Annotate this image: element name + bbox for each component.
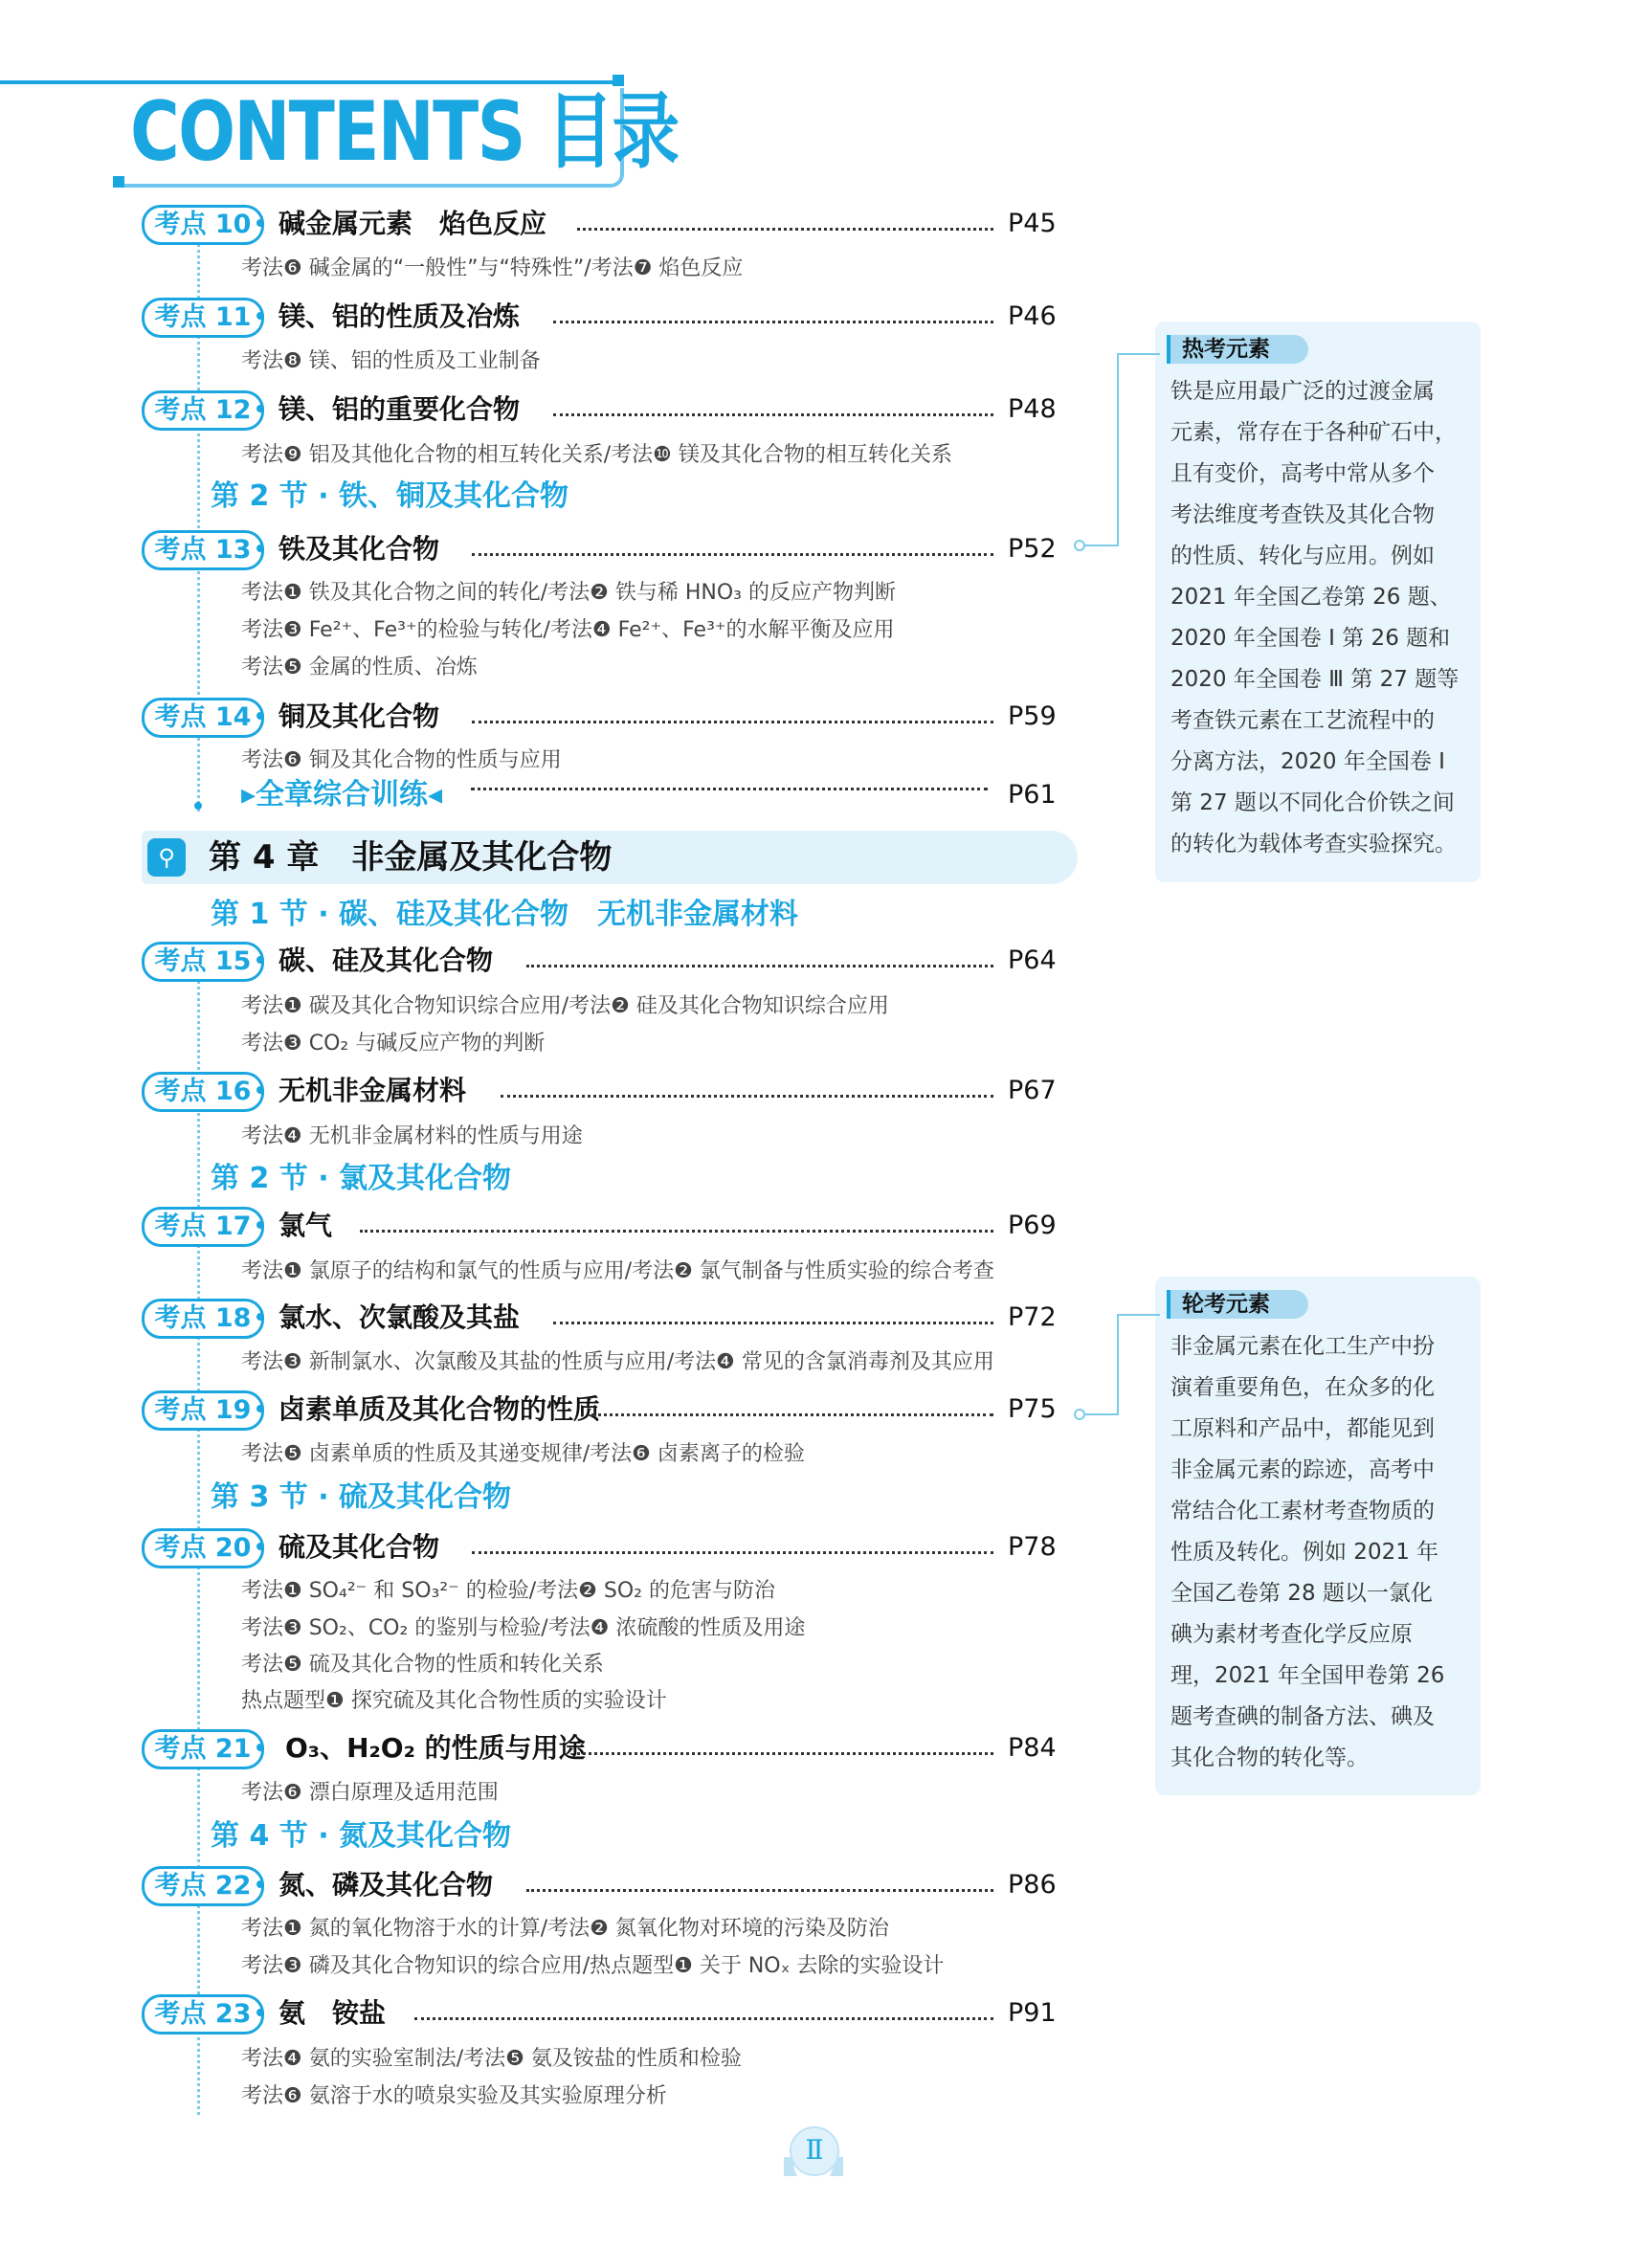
topic-title: 碱金属元素 焰色反应	[279, 208, 547, 239]
sidebar-line: 铁是应用最广泛的过渡金属	[1170, 379, 1435, 404]
topic-badge: 考点 18	[142, 1299, 264, 1339]
page-ref: P78	[1008, 1532, 1057, 1562]
topic-title: O₃、H₂O₂ 的性质与用途	[285, 1732, 586, 1764]
sidebar-line: 题考查碘的制备方法、碘及	[1170, 1704, 1435, 1729]
dot-leader	[360, 1230, 993, 1233]
bullet-dot	[194, 802, 202, 810]
topic-badge: 考点 22	[142, 1866, 264, 1906]
sidebar-line: 第 27 题以不同化合价铁之间	[1170, 790, 1455, 815]
section-heading: 第 2 节 · 铁、铜及其化合物	[211, 479, 569, 513]
topic-title: 氮、磷及其化合物	[279, 1869, 494, 1901]
bullet-dot	[256, 1313, 264, 1321]
bullet-dot	[256, 712, 264, 720]
page-ref: P86	[1008, 1870, 1057, 1900]
sidebar-line: 工原料和产品中，都能见到	[1170, 1416, 1435, 1441]
dot-leader	[577, 1752, 993, 1755]
dot-leader	[553, 1322, 993, 1324]
method-line: 考法❶ 铁及其化合物之间的转化/考法❷ 铁与稀 HNO₃ 的反应产物判断	[241, 581, 896, 605]
page-number	[780, 2126, 847, 2180]
section-heading: 第 2 节 · 氯及其化合物	[211, 1162, 512, 1195]
method-line: 考法❸ SO₂、CO₂ 的鉴别与检验/考法❹ 浓硫酸的性质及用途	[241, 1616, 806, 1640]
sidebar-label: 轮考元素	[1167, 1290, 1308, 1319]
chapter-banner[interactable]	[142, 831, 1078, 884]
page-ref: P84	[1008, 1733, 1057, 1763]
sidebar-line: 的性质、转化与应用。例如	[1170, 544, 1435, 568]
sidebar-body	[1170, 371, 1469, 865]
dot-leader	[472, 1551, 993, 1554]
bullet-dot	[256, 1880, 264, 1888]
method-line: 考法❻ 氨溶于水的喷泉实验及其实验原理分析	[241, 2084, 667, 2108]
topic-badge: 考点 15	[142, 942, 264, 982]
method-line: 考法❸ 磷及其化合物知识的综合应用/热点题型❶ 关于 NOₓ 去除的实验设计	[241, 1954, 945, 1978]
bullet-dot	[256, 219, 264, 227]
sidebar-line: 全国乙卷第 28 题以一氯化	[1170, 1581, 1433, 1606]
topic-title: 铁及其化合物	[279, 533, 440, 565]
method-line: 考法❹ 无机非金属材料的性质与用途	[241, 1124, 583, 1148]
topic-badge: 考点 16	[142, 1072, 264, 1112]
dot-leader	[501, 1095, 993, 1098]
topic-title: 氯水、次氯酸及其盐	[279, 1301, 521, 1333]
bullet-dot	[256, 1405, 264, 1412]
page-title: CONTENTS 目录	[130, 84, 679, 180]
bullet-dot	[256, 1744, 264, 1751]
sidebar-line: 2020 年全国卷 Ⅲ 第 27 题等	[1170, 667, 1460, 692]
sidebar-line: 理，2021 年全国甲卷第 26	[1170, 1663, 1445, 1688]
page-ref: P45	[1008, 209, 1057, 238]
header-dot	[113, 176, 124, 188]
topic-badge: 考点 20	[142, 1528, 264, 1568]
chapter-icon: ⚲	[147, 838, 186, 877]
page-ref: P69	[1008, 1211, 1057, 1240]
method-line: 考法❺ 硫及其化合物的性质和转化关系	[241, 1653, 604, 1677]
bullet-dot	[256, 312, 264, 320]
bullet-dot	[256, 405, 264, 412]
method-line: 考法❶ SO₄²⁻ 和 SO₃²⁻ 的检验/考法❷ SO₂ 的危害与防治	[241, 1579, 775, 1603]
sidebar-body	[1170, 1326, 1469, 1779]
topic-title: 铜及其化合物	[279, 700, 440, 732]
dot-leader	[526, 965, 993, 967]
bullet-dot	[256, 1221, 264, 1229]
topic-badge: 考点 21	[142, 1729, 264, 1769]
method-line: 考法❸ CO₂ 与碱反应产物的判断	[241, 1032, 546, 1056]
topic-badge: 考点 19	[142, 1390, 264, 1431]
topic-badge: 考点 10	[142, 205, 264, 245]
topic-title: 氨 铵盐	[279, 1997, 387, 2029]
section-heading: 第 1 节 · 碳、硅及其化合物 无机非金属材料	[211, 898, 799, 931]
method-line: 考法❻ 碱金属的“一般性”与“特殊性”/考法❼ 焰色反应	[241, 256, 744, 280]
topic-badge: 考点 11	[142, 298, 264, 338]
chapter-review-link[interactable]: ▸全章综合训练◂	[241, 778, 443, 812]
sidebar-line: 非金属元素的踪迹，高考中	[1170, 1457, 1435, 1482]
bullet-dot	[256, 545, 264, 552]
sidebar-line: 2021 年全国乙卷第 26 题、	[1170, 585, 1452, 610]
dot-leader	[471, 788, 988, 790]
method-line: 考法❸ Fe²⁺、Fe³⁺的检验与转化/考法❹ Fe²⁺、Fe³⁺的水解平衡及应用	[241, 618, 895, 642]
sidebar-hot-elements	[1155, 322, 1481, 882]
dot-leader	[553, 413, 993, 416]
sidebar-rotating-elements	[1155, 1277, 1481, 1795]
chapter-title: 第 4 章 非金属及其化合物	[209, 838, 613, 877]
sidebar-line: 2020 年全国卷 Ⅰ 第 26 题和	[1170, 626, 1451, 651]
sidebar-line: 考查铁元素在工艺流程中的	[1170, 708, 1435, 733]
topic-title: 碳、硅及其化合物	[279, 945, 494, 976]
page-ref: P91	[1008, 1998, 1057, 2028]
topic-badge: 考点 17	[142, 1207, 264, 1247]
topic-title: 氯气	[279, 1210, 333, 1241]
sidebar-line: 演着重要角色，在众多的化	[1170, 1375, 1435, 1400]
method-line: 考法❻ 铜及其化合物的性质与应用	[241, 748, 562, 772]
bullet-dot	[256, 956, 264, 964]
method-line: 考法❸ 新制氯水、次氯酸及其盐的性质与应用/考法❹ 常见的含氯消毒剂及其应用	[241, 1350, 994, 1374]
method-line: 考法❺ 卤素单质的性质及其递变规律/考法❻ 卤素离子的检验	[241, 1442, 805, 1466]
bullet-dot	[256, 1086, 264, 1094]
topic-title: 卤素单质及其化合物的性质	[279, 1393, 601, 1425]
topic-title: 镁、铝的重要化合物	[279, 393, 521, 425]
page-ref: P72	[1008, 1302, 1057, 1332]
sidebar-line: 元素，常存在于各种矿石中，	[1170, 420, 1457, 445]
page-ref: P46	[1008, 301, 1057, 331]
sidebar-line: 的转化为载体考查实验探究。	[1170, 832, 1457, 856]
method-line: 考法❹ 氨的实验室制法/考法❺ 氨及铵盐的性质和检验	[241, 2047, 742, 2071]
topic-badge: 考点 23	[142, 1994, 264, 2035]
method-line: 考法❶ 氯原子的结构和氯气的性质与应用/考法❷ 氯气制备与性质实验的综合考查	[241, 1259, 994, 1283]
topic-badge: 考点 14	[142, 698, 264, 738]
method-line: 考法❶ 碳及其化合物知识综合应用/考法❷ 硅及其化合物知识综合应用	[241, 994, 889, 1018]
sidebar-line: 分离方法，2020 年全国卷 Ⅰ	[1170, 749, 1445, 774]
bullet-dot	[256, 2009, 264, 2016]
dot-leader	[526, 1889, 993, 1892]
dot-leader	[591, 1413, 993, 1416]
topic-badge: 考点 12	[142, 390, 264, 431]
page-ref: P61	[1008, 780, 1057, 810]
topic-title: 无机非金属材料	[279, 1075, 467, 1106]
sidebar-line: 非金属元素在化工生产中扮	[1170, 1334, 1435, 1359]
topic-title: 镁、铝的性质及冶炼	[279, 300, 521, 332]
page-ref: P75	[1008, 1394, 1057, 1424]
method-line: 考法❺ 金属的性质、冶炼	[241, 656, 478, 679]
method-line: 考法❻ 漂白原理及适用范围	[241, 1781, 499, 1805]
sidebar-connector	[1072, 1301, 1168, 1426]
method-line: 考法❾ 铝及其他化合物的相互转化关系/考法❿ 镁及其化合物的相互转化关系	[241, 443, 952, 467]
sidebar-line: 其化合物的转化等。	[1170, 1745, 1369, 1770]
sidebar-line: 性质及转化。例如 2021 年	[1170, 1540, 1439, 1565]
dot-leader	[577, 228, 993, 231]
sidebar-line: 碘为素材考查化学反应原	[1170, 1622, 1413, 1647]
sidebar-connector	[1072, 345, 1168, 555]
method-line: 热点题型❶ 探究硫及其化合物性质的实验设计	[241, 1689, 667, 1713]
dot-leader	[472, 721, 993, 723]
bullet-dot	[256, 1543, 264, 1550]
page-number-text: Ⅱ	[790, 2126, 839, 2176]
topic-title: 硫及其化合物	[279, 1531, 440, 1563]
section-heading: 第 4 节 · 氮及其化合物	[211, 1819, 512, 1853]
dot-leader	[553, 321, 993, 323]
page-ref: P59	[1008, 701, 1057, 731]
page-ref: P52	[1008, 534, 1057, 564]
method-line: 考法❽ 镁、铝的性质及工业制备	[241, 349, 541, 373]
topic-badge: 考点 13	[142, 530, 264, 570]
dot-leader	[414, 2017, 993, 2020]
page-ref: P48	[1008, 394, 1057, 424]
sidebar-line: 常结合化工素材考查物质的	[1170, 1499, 1435, 1523]
page-ref: P67	[1008, 1076, 1057, 1105]
sidebar-line: 且有变价，高考中常从多个	[1170, 461, 1435, 486]
section-heading: 第 3 节 · 硫及其化合物	[211, 1480, 512, 1514]
page-ref: P64	[1008, 945, 1057, 975]
dot-leader	[472, 553, 993, 556]
sidebar-line: 考法维度考查铁及其化合物	[1170, 502, 1435, 527]
method-line: 考法❶ 氮的氧化物溶于水的计算/考法❷ 氮氧化物对环境的污染及防治	[241, 1917, 889, 1941]
sidebar-label: 热考元素	[1167, 335, 1308, 364]
